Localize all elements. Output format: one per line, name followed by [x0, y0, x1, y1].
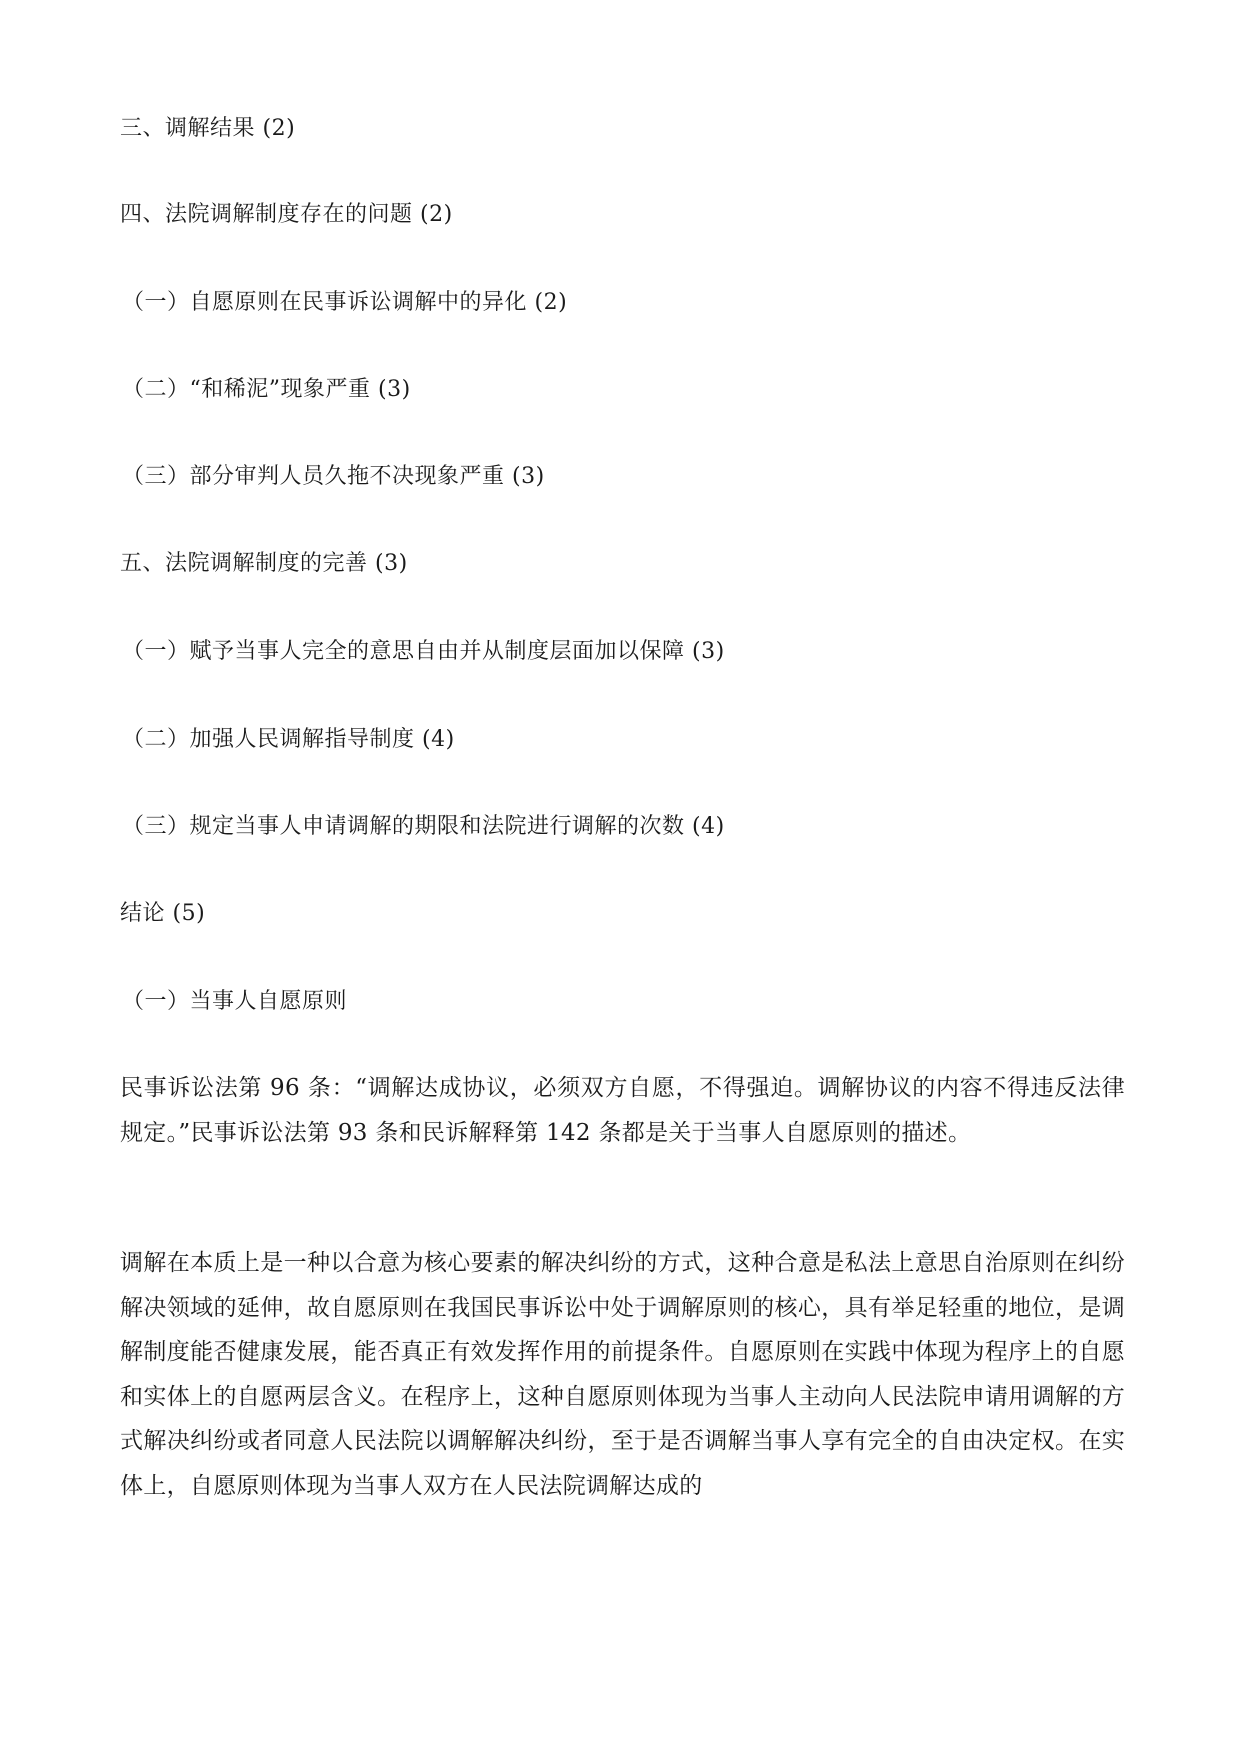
section-heading: （一）当事人自愿原则	[122, 989, 348, 1014]
toc-item-4-2: （二）“和稀泥”现象严重 (3)	[122, 377, 411, 402]
toc-item-5-1: （一）赋予当事人完全的意思自由并从制度层面加以保障 (3)	[122, 639, 725, 664]
toc-item-5-2: （二）加强人民调解指导制度 (4)	[122, 727, 455, 752]
toc-item-3: 三、调解结果 (2)	[120, 116, 296, 141]
toc-conclusion: 结论 (5)	[120, 901, 206, 926]
paragraph-2: 调解在本质上是一种以合意为核心要素的解决纠纷的方式，这种合意是私法上意思自治原则在纠纷解决领域的延伸，故自愿原则在我国民事诉讼中处于调解原则的核心，具有举足轻重的地位，是调解制度能否健康发展，能否真正有效发挥作用的前提条件。自愿原则在实践中体现为程序上的自愿和实体上的自愿两层含义。在程序上，这种自愿原则体现为当事人主动向人民法院申请用调解的方式解决纠纷或者同意人民法院以调解解决纠纷，至于是否调解当事人享有完全的自由决定权。在实体上，自愿原则体现为当事人双方在人民法院调解达成的	[120, 1250, 1125, 1499]
toc-item-5-3: （三）规定当事人申请调解的期限和法院进行调解的次数 (4)	[122, 814, 725, 839]
toc-item-4: 四、法院调解制度存在的问题 (2)	[120, 202, 453, 227]
toc-item-4-1: （一）自愿原则在民事诉讼调解中的异化 (2)	[122, 290, 568, 315]
toc-item-5: 五、法院调解制度的完善 (3)	[120, 551, 408, 576]
toc-item-4-3: （三）部分审判人员久拖不决现象严重 (3)	[122, 464, 545, 489]
paragraph-1: 民事诉讼法第 96 条：“调解达成协议，必须双方自愿，不得强迫。调解协议的内容不得违反法律规定。”民事诉讼法第 93 条和民诉解释第 142 条都是关于当事人自愿原则的描述。	[120, 1075, 1125, 1146]
